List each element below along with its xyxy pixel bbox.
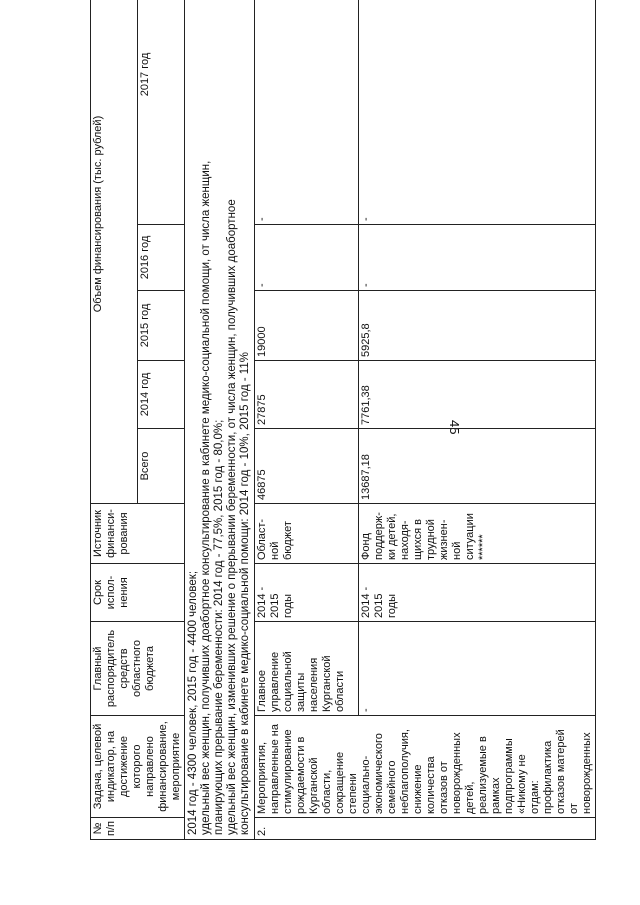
header-num: № п/п	[91, 818, 185, 840]
y2014-cell	[255, 361, 596, 429]
header-2015: 2015 год	[138, 291, 185, 361]
term-fund: 2014 - 2015 годы	[360, 586, 398, 618]
y2016-regional: -	[255, 225, 359, 290]
page-number: 45	[447, 420, 462, 435]
term-cell	[255, 564, 596, 622]
source-fund: Фонд поддерж-ки детей, находя-щихся в трудной жизнен-ной ситуации ******	[360, 512, 489, 560]
header-volume: Объем финансирования (тыс. рублей)	[91, 0, 138, 504]
admin-cell	[255, 622, 596, 716]
y2015-fund: 5925,8	[360, 323, 372, 357]
header-total: Всего	[138, 429, 185, 504]
header-task: Задача, целевой индикатор, на достижение которого направлено финансирование, мероприятие	[91, 716, 185, 818]
indicator-row	[185, 0, 255, 840]
admin-fund: -	[360, 708, 372, 712]
indicator-line: удельный вес женщин, получивших доабортное консультирование в кабинете медико-социальной помощи, от числа женщин,	[200, 160, 212, 835]
table-row	[255, 0, 596, 840]
indicator-line: консультирование в кабинете медико-социальной помощи: 2014 год - 10%, 2015 год - 11%	[239, 352, 251, 835]
total-cell	[255, 429, 596, 504]
row-number: 2.	[255, 818, 596, 840]
y2017-fund: -	[360, 217, 372, 221]
header-admin: Главный распорядитель средств областного бюджета	[91, 622, 185, 716]
indicator-line: удельный вес женщин, изменивших решение о прерывании беременности, от числа женщин, получивших доабортное	[226, 199, 238, 835]
term-regional: 2014 - 2015 годы	[255, 564, 359, 621]
y2016-fund: -	[360, 283, 372, 287]
indicator-line: планирующих прерывание беременности: 2014 год - 77,5%, 2015 год - 80,0%;	[213, 419, 225, 835]
measure-description: Мероприятия, направленные на стимулирование рождаемости в Курганской области, сокращение степени социально-экономического семейного неблагополучия, снижение количества отказов от новорожденных детей, реализуемые в рамках подпрограммы «Никому не отдам: профилактика отказов матерей от новорожденных	[255, 716, 596, 818]
header-2016: 2016 год	[138, 225, 185, 291]
y2015-regional: 19000	[255, 291, 359, 360]
y2014-regional: 27875	[255, 361, 359, 428]
source-regional: Област-ной бюджет	[255, 504, 359, 563]
header-source: Источник финанси-рования	[91, 504, 185, 564]
header-term: Срок испол-нения	[91, 564, 185, 622]
header-2014: 2014 год	[138, 361, 185, 429]
source-cell	[255, 504, 596, 564]
y2014-fund: 7761,38	[360, 385, 372, 425]
y2016-cell	[255, 225, 596, 291]
total-regional: 46875	[255, 429, 359, 503]
admin-regional: Главное управление социальной защиты населения Курганской области	[255, 622, 359, 715]
y2017-regional: -	[255, 0, 359, 224]
header-2017: 2017 год	[138, 0, 185, 225]
financing-table	[90, 0, 596, 840]
y2015-cell	[255, 291, 596, 361]
total-fund: 13687,18	[360, 454, 372, 500]
y2017-cell	[255, 0, 596, 225]
indicator-line: 2014 год - 4300 человек, 2015 год - 4400 человек;	[187, 570, 199, 835]
